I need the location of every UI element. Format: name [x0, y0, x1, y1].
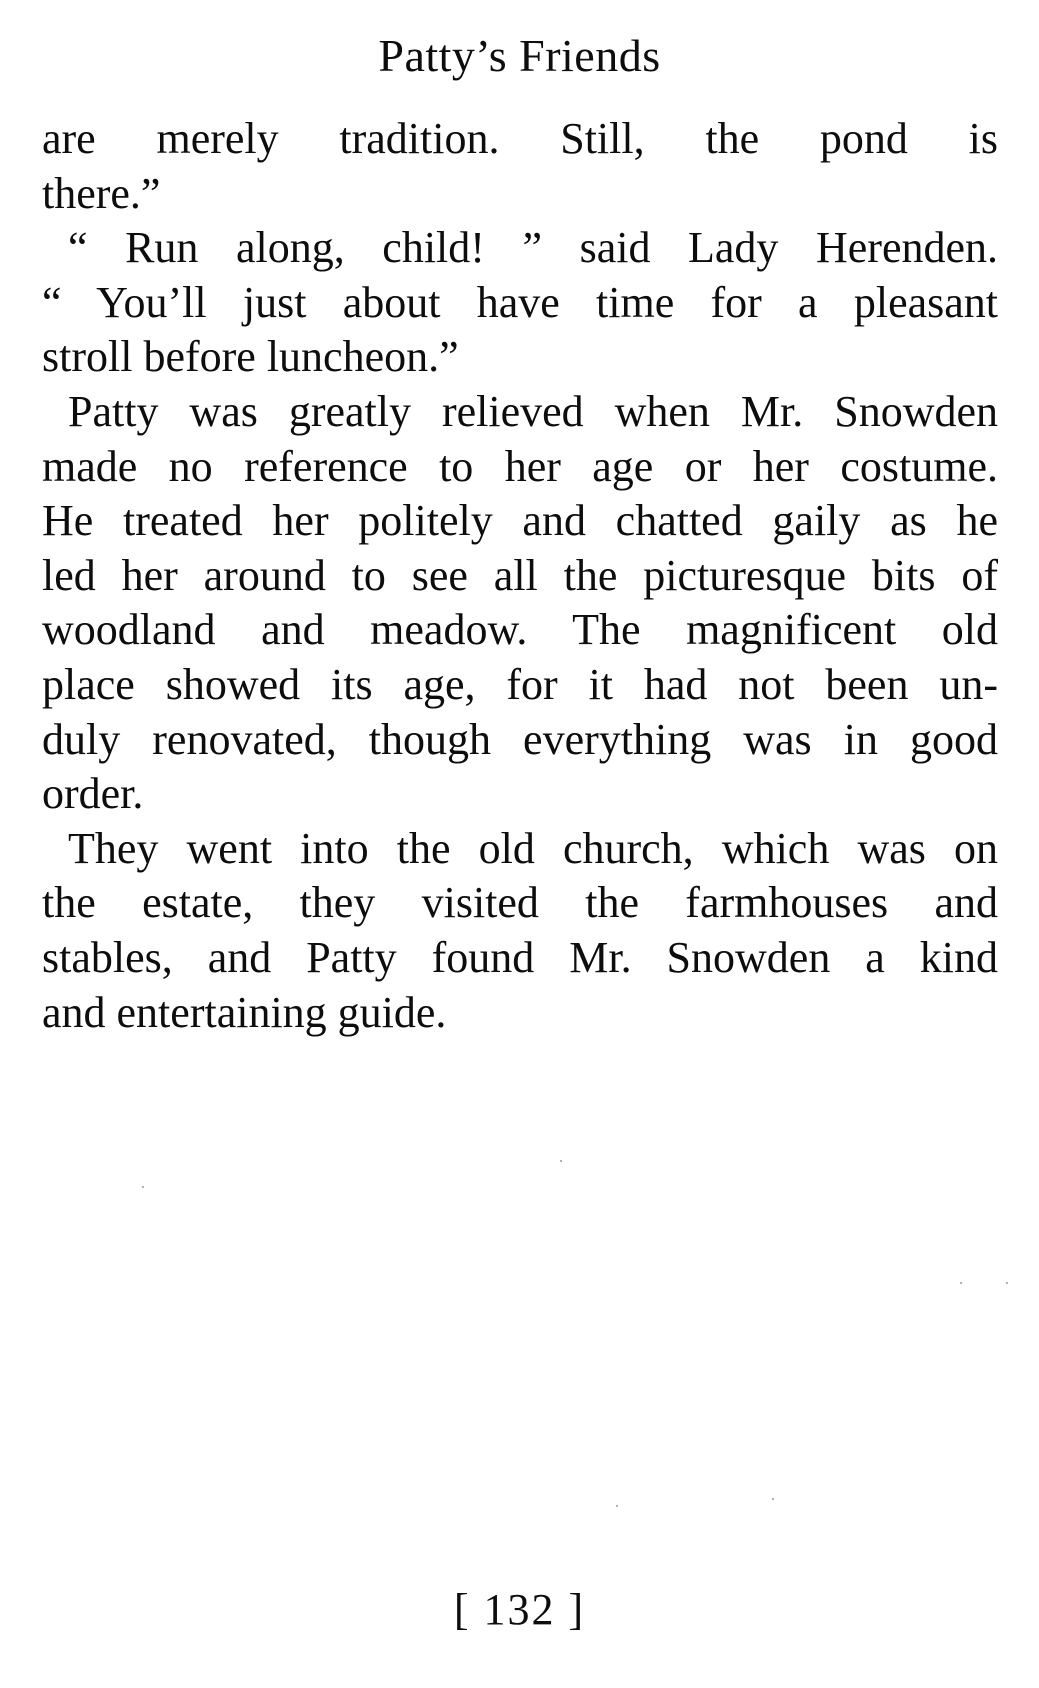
- paragraph-3: [42, 385, 998, 822]
- running-head: Patty’s Friends: [378, 30, 661, 81]
- scan-speck: [960, 1282, 962, 1284]
- text-line: He treated her politely and chatted gaily as he: [42, 496, 998, 546]
- scan-speck: [142, 1186, 144, 1188]
- page-number: [ 132 ]: [453, 1585, 586, 1634]
- text-line: woodland and meadow. The magnificent old: [42, 605, 998, 655]
- text-line: there.”: [42, 168, 161, 218]
- body-text: [42, 112, 998, 1040]
- paragraph-1: [42, 112, 998, 221]
- text-line: They went into the old church, which was on: [68, 823, 998, 873]
- text-line: “ You’ll just about have time for a pleasant: [42, 277, 998, 327]
- text-line: made no reference to her age or her costume.: [42, 441, 998, 491]
- scan-speck: [560, 1160, 562, 1162]
- paragraph-2: [42, 221, 998, 385]
- text-line: led her around to see all the picturesque bits of: [42, 550, 998, 600]
- text-line: duly renovated, though everything was in good: [42, 714, 998, 764]
- text-line: order.: [42, 769, 144, 819]
- text-line: place showed its age, for it had not been un-: [42, 659, 998, 709]
- text-line: stables, and Patty found Mr. Snowden a kind: [42, 932, 998, 982]
- text-line: “ Run along, child! ” said Lady Herenden.: [68, 223, 998, 273]
- text-line: and entertaining guide.: [42, 987, 447, 1037]
- scan-speck: [1006, 1282, 1008, 1284]
- scan-speck: [616, 1505, 618, 1507]
- paragraph-4: [42, 822, 998, 1040]
- text-line: stroll before luncheon.”: [42, 332, 459, 382]
- text-line: are merely tradition. Still, the pond is: [42, 114, 998, 163]
- text-line: Patty was greatly relieved when Mr. Snowden: [68, 386, 998, 436]
- text-line: the estate, they visited the farmhouses and: [42, 878, 998, 928]
- scan-speck: [772, 1498, 774, 1500]
